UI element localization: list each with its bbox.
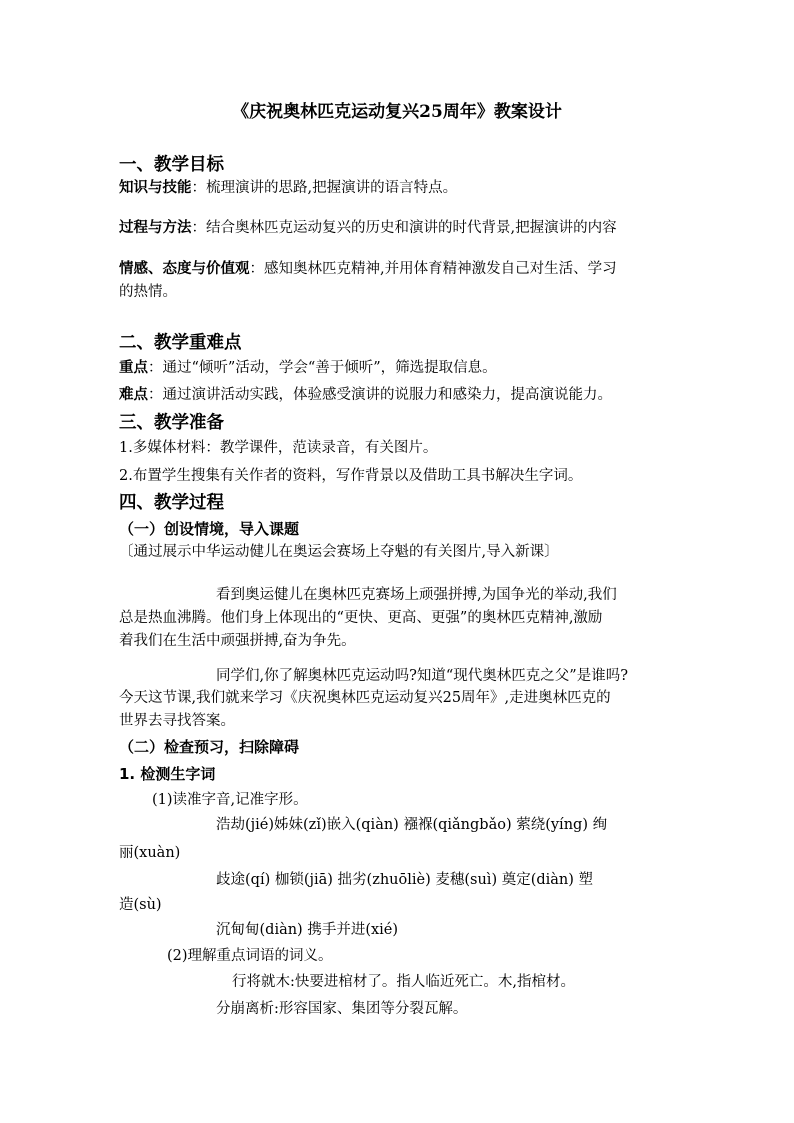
goal-emotion-text: ：感知奥林匹克精神,并用体育精神激发自己对生活、学习 bbox=[249, 261, 617, 277]
question-paragraph-line-2: 今天这节课,我们就来学习《庆祝奥林匹克运动复兴25周年》,走进奥林匹克的 bbox=[119, 690, 611, 706]
difficult-point-label: 难点 bbox=[119, 387, 148, 403]
section-heading-key-points: 二、教学重难点 bbox=[119, 333, 242, 353]
subsection-heading-2: （二）检查预习，扫除障碍 bbox=[119, 738, 300, 756]
word-list-2: 歧途(qí) 枷锁(jiā) 拙劣(zhuōliè) 麦穗(suì) 奠定(diàn) 塑 bbox=[216, 872, 594, 888]
intro-paragraph-line-1: 看到奥运健儿在奥林匹克赛场上顽强拼搏,为国争光的举动,我们 bbox=[216, 587, 617, 603]
prep-item-2: 2.布置学生搜集有关作者的资料，写作背景以及借助工具书解决生字词。 bbox=[119, 468, 583, 484]
goal-emotion bbox=[119, 259, 617, 279]
item-check-words: 1. 检测生字词 bbox=[119, 765, 216, 783]
goal-knowledge-text: ：梳理演讲的思路,把握演讲的语言特点。 bbox=[191, 180, 458, 196]
difficult-point-text: ：通过演讲活动实践，体验感受演讲的说服力和感染力，提高演说能力。 bbox=[148, 387, 612, 403]
definition-2: 分崩离析:形容国家、集团等分裂瓦解。 bbox=[216, 1001, 468, 1017]
subsection-heading-1: （一）创设情境，导入课题 bbox=[119, 520, 300, 538]
intro-paragraph-line-2: 总是热血沸腾。他们身上体现出的“更快、更高、更强”的奥林匹克精神,激励 bbox=[119, 610, 603, 626]
prep-item-1: 1.多媒体材料：教学课件，范读录音，有关图片。 bbox=[119, 440, 438, 456]
goal-process bbox=[119, 218, 617, 238]
section-heading-preparation: 三、教学准备 bbox=[119, 413, 224, 433]
word-list-2-cont: 造(sù) bbox=[119, 897, 162, 913]
word-list-1-cont: 丽(xuàn) bbox=[119, 845, 181, 861]
goal-knowledge bbox=[119, 178, 457, 198]
question-paragraph-line-1: 同学们,你了解奥林匹克运动吗?知道“现代奥林匹克之父”是谁吗? bbox=[216, 668, 628, 684]
definition-1: 行将就木:快要进棺材了。指人临近死亡。木,指棺材。 bbox=[232, 974, 575, 990]
difficult-point bbox=[119, 385, 612, 405]
key-point bbox=[119, 358, 497, 378]
word-list-3: 沉甸甸(diàn) 携手并进(xié) bbox=[216, 922, 399, 938]
key-point-label: 重点 bbox=[119, 360, 148, 376]
goal-emotion-cont: 的热情。 bbox=[119, 284, 177, 300]
question-paragraph-line-3: 世界去寻找答案。 bbox=[119, 713, 235, 729]
goal-emotion-label: 情感、态度与价值观 bbox=[119, 261, 250, 277]
section-heading-process: 四、教学过程 bbox=[119, 493, 224, 513]
item-pronunciation: (1)读准字音,记准字形。 bbox=[152, 792, 308, 808]
word-list-1: 浩劫(jié)姊妹(zǐ)嵌入(qiàn) 襁褓(qiǎngbǎo) 萦绕(yíng) 绚 bbox=[216, 817, 608, 833]
section-heading-objectives: 一、教学目标 bbox=[119, 155, 224, 175]
intro-paragraph-line-3: 着我们在生活中顽强拼搏,奋为争先。 bbox=[119, 633, 356, 649]
teaching-note: 〔通过展示中华运动健儿在奥运会赛场上夺魁的有关图片,导入新课〕 bbox=[119, 544, 559, 560]
document-title: 《庆祝奥林匹克运动复兴25周年》教案设计 bbox=[232, 102, 562, 122]
key-point-text: ：通过“倾听”活动，学会“善于倾听”，筛选提取信息。 bbox=[148, 360, 497, 376]
goal-process-text: ：结合奥林匹克运动复兴的历史和演讲的时代背景,把握演讲的内容 bbox=[191, 220, 617, 236]
goal-knowledge-label: 知识与技能 bbox=[119, 180, 192, 196]
goal-process-label: 过程与方法 bbox=[119, 220, 192, 236]
item-meanings: (2)理解重点词语的词义。 bbox=[167, 948, 333, 964]
